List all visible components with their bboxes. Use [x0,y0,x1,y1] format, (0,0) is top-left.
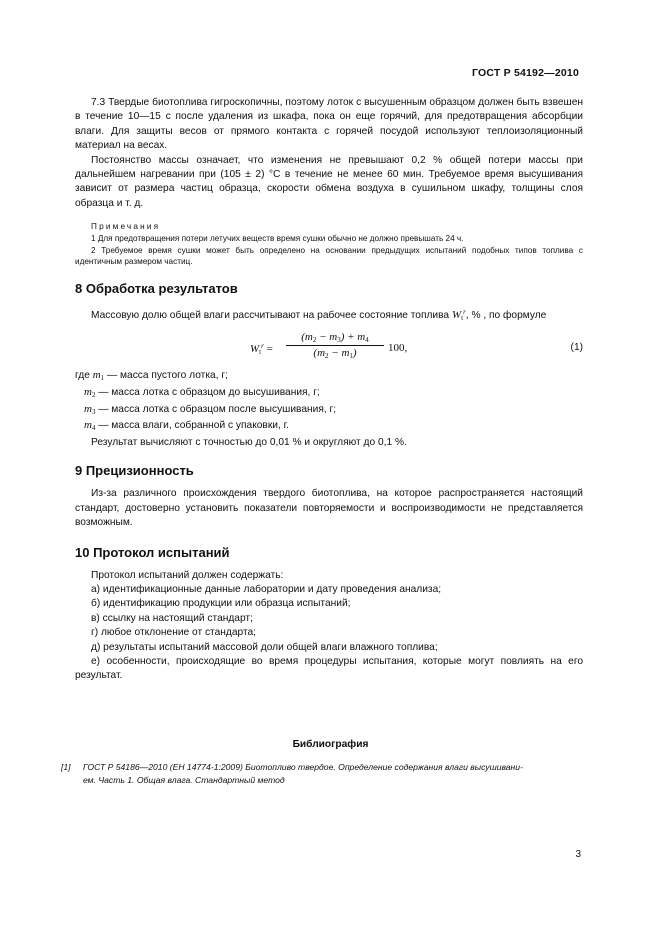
bibliography-title: Библиография [292,739,369,750]
section9-text: Из-за различного происхождения твердого биотоплива, на которое распространяется настоящий стандарт, достоверно установить показатели повторяемости и воспроизводимости не представляется возможным. [75,488,583,529]
section7-paragraph2: Постоянство массы означает, что изменения не превышают 0,2 % общей потери массы при дальнейшем нагревании при (105 ± 2) °С в течение не менее 60 мин. Требуемое время высушивания зависит от размера частиц образца, скорости обмена воздуха в сушильном шкафу, толщины слоя образца и т. д. [75,154,583,209]
formula-denominator: $(m_2 - m_1)$ [313,347,357,361]
protocol-item-b: б) идентификацию продукции или образца испытаний; [91,598,351,610]
formula-multiplier: 100, [388,342,408,355]
section10-intro: Протокол испытаний должен содержать: [91,569,284,581]
definition-m3: $m_3$ — масса лотка с образцом после высушивания, г; [84,402,337,416]
definition-m1: где $m_1$ — масса пустого лотка, г; [75,369,228,383]
section8-intro-tail: , % , по формуле [465,310,547,322]
section8-intro-variable: $W_t^r$ [451,308,466,323]
formula-block [75,329,583,369]
formula-fraction [286,331,384,360]
definition-m4: $m_4$ — масса влаги, собранной с упаковки, г. [84,419,289,433]
protocol-item-a: а) идентификационные данные лаборатории и дату проведения анализа; [91,584,442,596]
bibliography-entry-line2: ем. Часть 1. Общая влага. Стандартный метод [83,775,285,785]
definition-m2: $m_2$ — масса лотка с образцом до высушивания, г; [84,386,320,400]
page-number: 3 [575,849,581,860]
bibliography-entry-number: [1] [61,762,71,772]
protocol-item-g: г) любое отклонение от стандарта; [91,627,257,639]
standard-header: ГОСТ Р 54192—2010 [471,67,579,79]
section8-title: 8 Обработка результатов [75,281,238,297]
section10-title: 10 Протокол испытаний [75,544,230,560]
formula-numerator: $(m_2 - m_3) + m_4$ [286,331,384,346]
variable-definitions [75,369,583,449]
note-1: 1 Для предотвращения потери летучих веществ время сушки обычно не должно превышать 24 ч. [91,234,464,244]
bibliography-entry [61,761,583,787]
formula-lhs: $W_t^r$ = [250,342,273,357]
section8-intro-text: Массовую долю общей влаги рассчитывают на рабочее состояние топлива [91,310,450,322]
bibliography-entry-line1: ГОСТ Р 54186—2010 (ЕН 14774-1:2009) Биотопливо твердое. Определение содержания влаги высушивани- [83,762,523,772]
section7-paragraph1: 7.3 Твердые биотоплива гигроскопичны, поэтому лоток с высушенным образцом должен быть взвешен в течение 10—15 с после удаления из шкафа, пока он еще горячий, для предотвращения абсорбции влаги. Для защиты весов от прямого контакта с горячей посудой используют теплоизоляционный материал на весах. [75,97,583,152]
formula-number: (1) [570,342,583,354]
protocol-item-d: д) результаты испытаний массовой доли общей влаги влажного топлива; [91,641,438,653]
note-2: 2 Требуемое время сушки может быть определено на основании предыдущих испытаний подобных типов топлива с идентичным размером частиц. [75,245,583,267]
notes-heading: Примечания [91,222,161,232]
protocol-item-e: е) особенности, происходящие во время процедуры испытания, которые могут повлиять на его результат. [75,656,583,682]
result-precision: Результат вычисляют с точностью до 0,01 % и округляют до 0,1 %. [91,436,407,448]
section8-intro [75,305,583,325]
main-content [75,96,583,684]
protocol-item-v: в) ссылку на настоящий стандарт; [91,612,253,624]
section9-title: 9 Прецизионность [75,463,194,479]
